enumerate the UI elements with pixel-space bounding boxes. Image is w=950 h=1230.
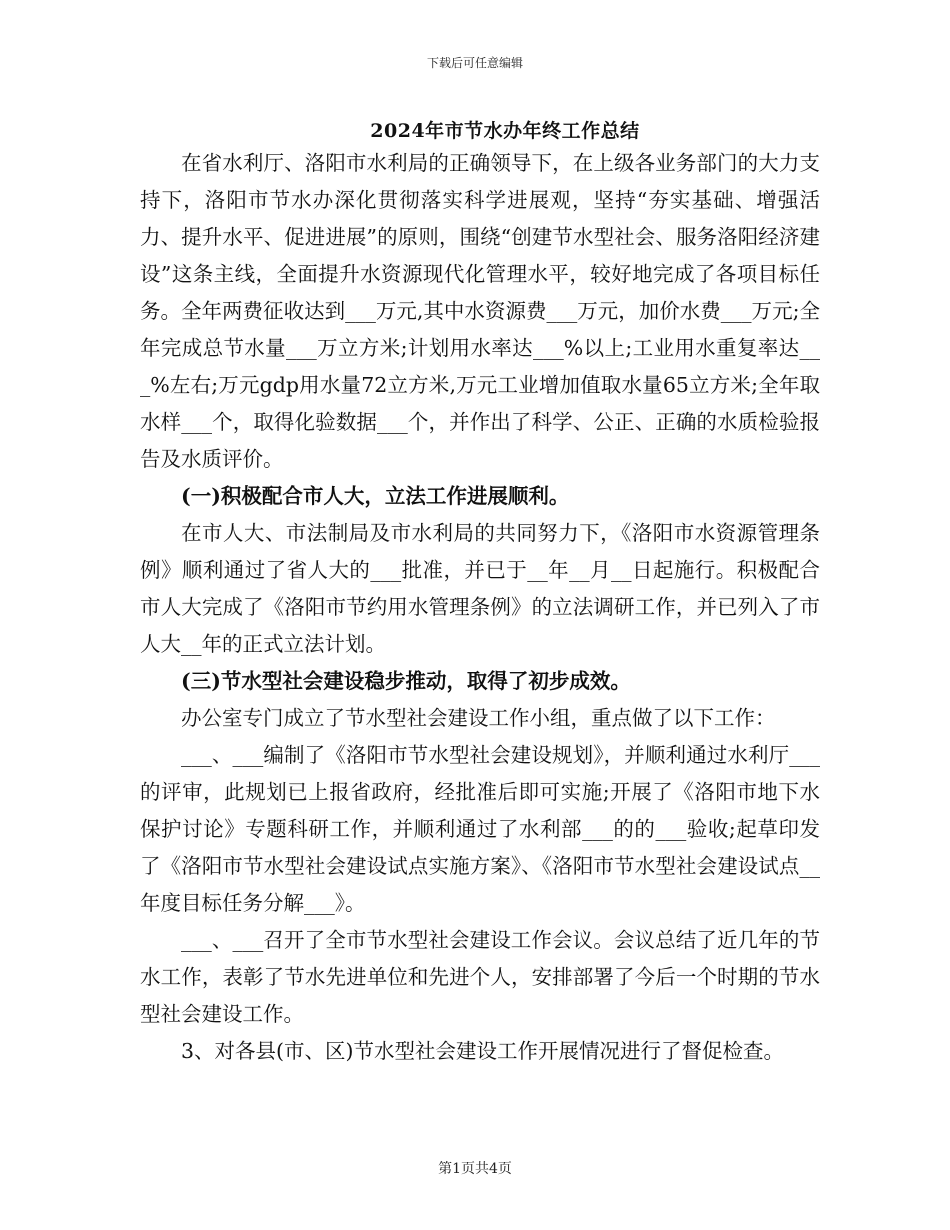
- page-footer-number: 第1页共4页: [438, 1161, 512, 1177]
- paragraph-working-group: 办公室专门成立了节水型社会建设工作小组，重点做了以下工作：: [181, 706, 776, 730]
- paragraph-planning: ___、___编制了《洛阳市节水型社会建设规划》，并顺利通过水利厅___的评审，此规划已上报省政府，经批准后即可实施;开展了《洛阳市地下水保护讨论》专题科研工作，并顺利通过了水利部___的的___验收;起草印发了《洛阳市节水型社会建设试点实施方案》、《洛阳市节水型社会建设试点__年度目标任务分解___》。: [140, 743, 820, 915]
- section-heading-water-saving-society: (三)节水型社会建设稳步推动，取得了初步成效。: [181, 669, 631, 693]
- paragraph-inspection: 3、对各县(市、区)节水型社会建设工作开展情况进行了督促检查。: [181, 1039, 785, 1063]
- section-heading-legislation: (一)积极配合市人大，立法工作进展顺利。: [181, 484, 570, 508]
- section-three-block: [140, 663, 820, 1070]
- paragraph-intro-block: [140, 145, 820, 478]
- section-one-block: [140, 478, 820, 663]
- page-header-note: 下载后可任意编辑: [426, 56, 523, 70]
- paragraph-conference: ___、___召开了全市节水型社会建设工作会议。会议总结了近几年的节水工作，表彰了节水先进单位和先进个人，安排部署了今后一个时期的节水型社会建设工作。: [140, 928, 820, 1026]
- paragraph-intro: 在省水利厅、洛阳市水利局的正确领导下，在上级各业务部门的大力支持下，洛阳市节水办深化贯彻落实科学进展观，坚持“夯实基础、增强活力、提升水平、促进进展”的原则，围绕“创建节水型社会、服务洛阳经济建设”这条主线，全面提升水资源现代化管理水平，较好地完成了各项目标任务。全年两费征收达到___万元,其中水资源费___万元，加价水费___万元;全年完成总节水量___万立方米;计划用水率达___%以上;工业用水重复率达___%左右;万元gdp用水量72立方米,万元工业增加值取水量65立方米;全年取水样___个，取得化验数据___个，并作出了科学、公正、正确的水质检验报告及水质评价。: [140, 151, 820, 471]
- paragraph-legislation: 在市人大、市法制局及市水利局的共同努力下，《洛阳市水资源管理条例》顺利通过了省人大的___批准，并已于__年__月__日起施行。积极配合市人大完成了《洛阳市节约用水管理条例》的立法调研工作，并已列入了市人大__年的正式立法计划。: [140, 521, 820, 656]
- document-title: 2024年市节水办年终工作总结: [370, 120, 640, 142]
